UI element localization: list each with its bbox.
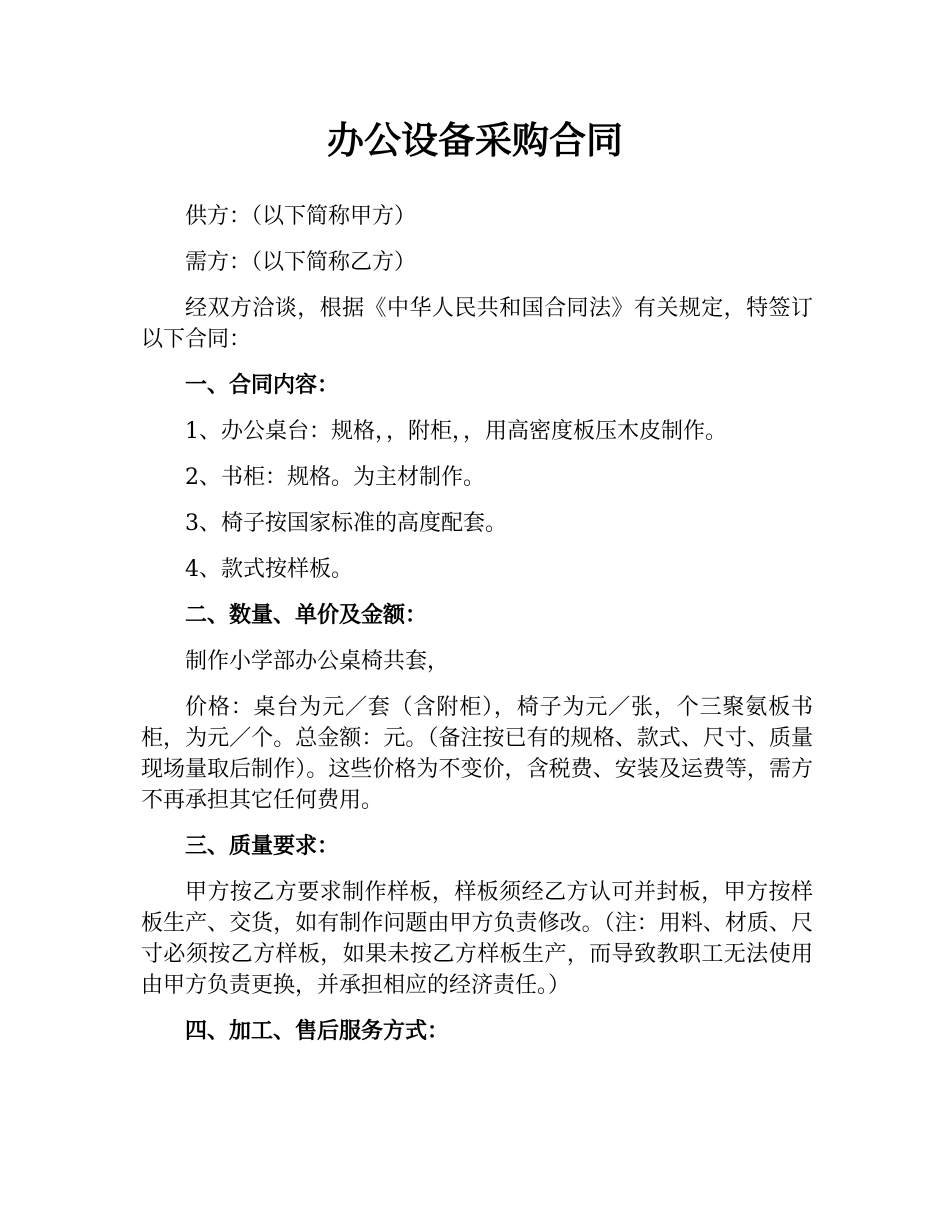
- section-heading-processing-service: 四、加工、售后服务方式：: [185, 1019, 450, 1044]
- section-heading-quantity-price: 二、数量、单价及金额：: [185, 603, 428, 628]
- contract-item-bookcase: 2、书柜：规格。为主材制作。: [185, 465, 485, 490]
- contract-item-chair: 3、椅子按国家标准的高度配套。: [185, 511, 507, 536]
- document-body: [141, 201, 813, 1062]
- supplier-line: 供方：（以下简称甲方）: [185, 204, 417, 229]
- price-paragraph: 价格：桌台为元／套（含附柜），椅子为元／张，个三聚氨板书柜，为元／个。总金额：元。（备注按已有的规格、款式、尺寸、质量现场量取后制作）。这些价格为不变价，含税费、安装及运费等，需方不再承担其它任何费用。: [141, 695, 813, 813]
- document-title: 办公设备采购合同: [327, 119, 623, 162]
- buyer-line: 需方：（以下简称乙方）: [185, 250, 417, 275]
- quantity-paragraph: 制作小学部办公桌椅共套，: [185, 649, 450, 674]
- section-heading-contract-content: 一、合同内容：: [185, 373, 340, 398]
- contract-item-style: 4、款式按样板。: [185, 557, 353, 582]
- quality-paragraph: 甲方按乙方要求制作样板，样板须经乙方认可并封板，甲方按样板生产、交货，如有制作问题由甲方负责修改。（注：用料、材质、尺寸必须按乙方样板，如果未按乙方样板生产，而导致教职工无法使用由甲方负责更换，并承担相应的经济责任。）: [141, 880, 813, 998]
- contract-item-desk: 1、办公桌台：规格，，附柜，，用高密度板压木皮制作。: [185, 419, 727, 444]
- preamble-paragraph: 经双方洽谈，根据《中华人民共和国合同法》有关规定，特签订以下合同：: [141, 296, 813, 352]
- section-heading-quality: 三、质量要求：: [185, 834, 340, 859]
